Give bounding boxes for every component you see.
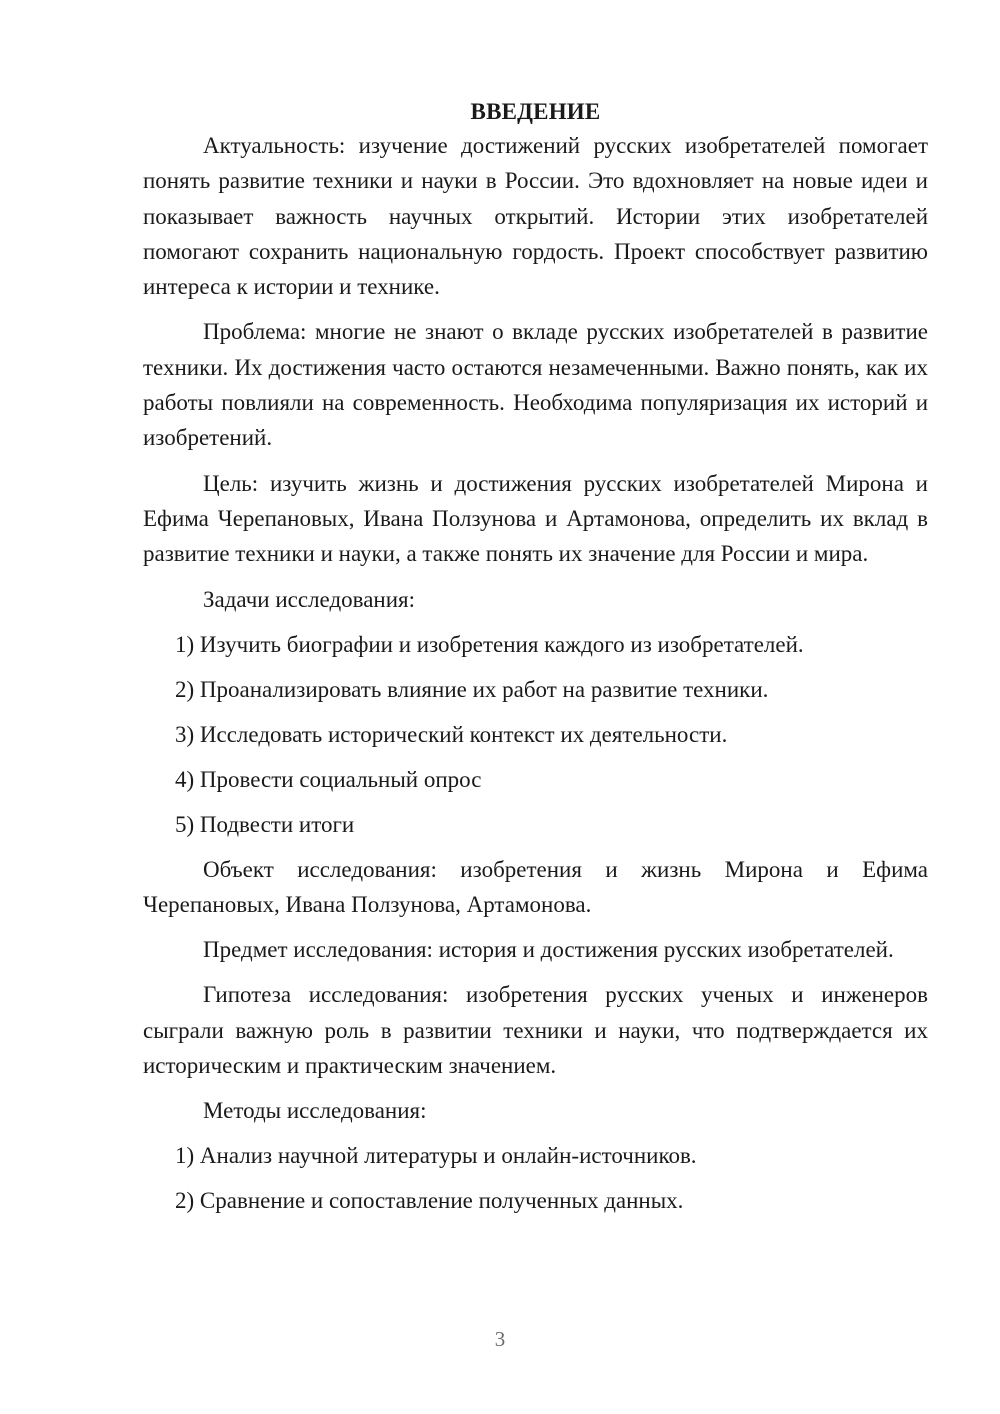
methods-list <box>143 1138 928 1218</box>
hypothesis-paragraph: Гипотеза исследования: изобретения русских ученых и инженеров сыграли важную роль в развитии техники и науки, что подтверждается их историческим и практическим значением. <box>143 982 928 1079</box>
list-item: 1) Изучить биографии и изобретения каждого из изобретателей. <box>175 631 804 657</box>
page-number: 3 <box>494 1327 506 1351</box>
subject-paragraph: Предмет исследования: история и достижения русских изобретателей. <box>203 937 894 963</box>
object-paragraph: Объект исследования: изобретения и жизнь Мирона и Ефима Черепановых, Ивана Ползунова, Артамонова. <box>143 856 928 917</box>
list-item: 1) Анализ научной литературы и онлайн-источников. <box>175 1143 697 1169</box>
problem-paragraph: Проблема: многие не знают о вкладе русских изобретателей в развитие техники. Их достижения часто остаются незамеченными. Важно понять, как их работы повлияли на современность. Необходима популяризация их историй и изобретений. <box>143 319 928 451</box>
relevance-paragraph: Актуальность: изучение достижений русских изобретателей помогает понять развитие техники и науки в России. Это вдохновляет на новые идеи и показывает важность научных открытий. Истории этих изобретателей помогают сохранить национальную гордость. Проект способствует развитию интереса к истории и технике. <box>143 133 928 300</box>
document-page <box>143 94 928 1228</box>
methods-label: Методы исследования: <box>203 1098 427 1124</box>
list-item: 3) Исследовать исторический контекст их деятельности. <box>175 721 728 747</box>
list-item: 2) Проанализировать влияние их работ на развитие техники. <box>175 676 769 702</box>
tasks-list <box>143 627 928 842</box>
goal-paragraph: Цель: изучить жизнь и достижения русских изобретателей Мирона и Ефима Черепановых, Ивана Ползунова и Артамонова, определить их вклад в развитие техники и науки, а также понять их значение для России и мира. <box>143 470 928 567</box>
list-item: 5) Подвести итоги <box>175 811 355 837</box>
list-item: 4) Провести социальный опрос <box>175 766 482 792</box>
tasks-label: Задачи исследования: <box>203 586 416 612</box>
list-item: 2) Сравнение и сопоставление полученных данных. <box>175 1188 684 1214</box>
section-heading: ВВЕДЕНИЕ <box>470 99 601 124</box>
